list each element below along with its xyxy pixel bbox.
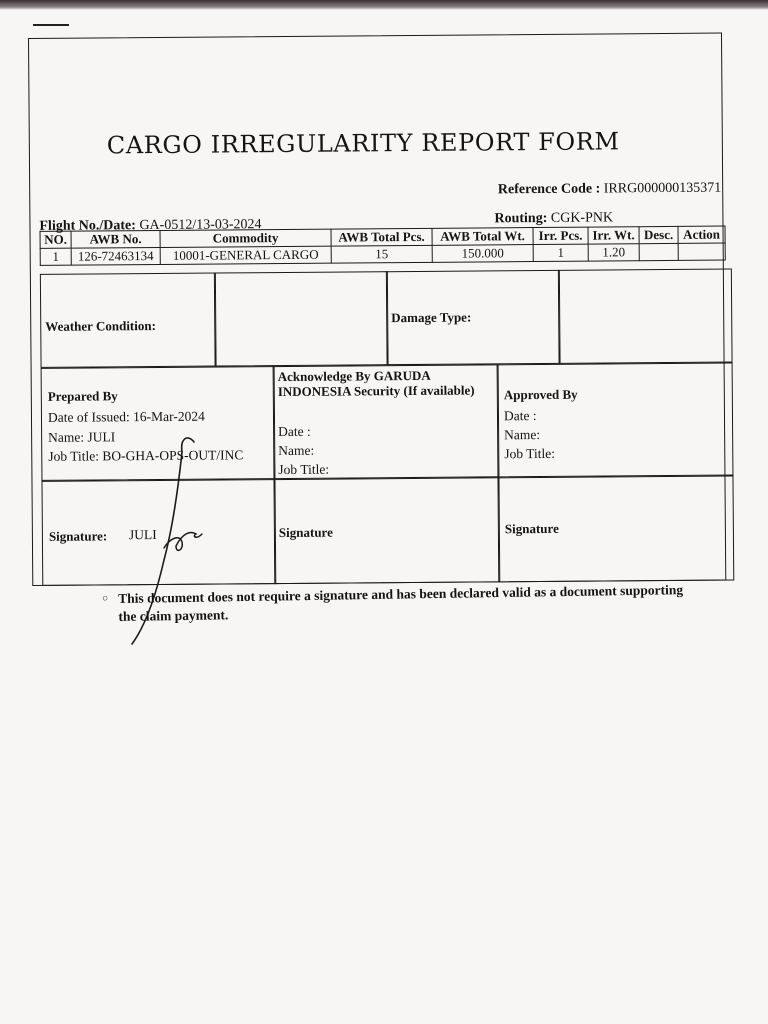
prepared-signature-label: Signature: — [48, 528, 108, 544]
prepared-job: Job Title: BO-GHA-OPS-OUT/INC — [48, 447, 244, 464]
reference-value: IRRG000000135371 — [603, 180, 722, 197]
prepared-name: Name: JULI — [48, 429, 116, 445]
prepared-heading: Prepared By — [47, 388, 118, 404]
damage-value-cell — [558, 268, 733, 363]
weather-value-cell — [214, 271, 389, 366]
scan-top-edge — [0, 0, 768, 10]
acknowledge-date: Date : — [278, 423, 311, 440]
col-commodity: Commodity — [160, 229, 331, 247]
approved-heading: Approved By — [503, 386, 578, 403]
note-text: This document does not require a signature and has been declared valid as a document supporting the claim payment. — [118, 582, 684, 624]
acknowledge-heading: Acknowledge By GARUDA INDONESIA Security (If available) — [277, 367, 475, 400]
cell-action — [678, 243, 725, 260]
col-awb-no: AWB No. — [71, 230, 160, 248]
approved-signature-cell — [497, 474, 734, 582]
flight-value: GA-0512/13-03-2024 — [139, 217, 262, 234]
weather-label-cell — [40, 273, 217, 368]
col-awb-total-wt: AWB Total Wt. — [432, 228, 533, 246]
cell-irr-wt: 1.20 — [588, 244, 639, 261]
acknowledge-signature-label: Signature — [278, 524, 333, 541]
routing-info — [494, 210, 613, 227]
prepared-date: Date of Issued: 16-Mar-2024 — [47, 408, 205, 425]
cell-awb-no: 126-72463134 — [71, 247, 160, 265]
approved-job: Job Title: — [504, 445, 555, 462]
approved-signature-label: Signature — [504, 520, 559, 537]
prepared-signature-value: JULI — [128, 527, 157, 543]
approved-by-cell — [497, 362, 734, 478]
cell-awb-total-pcs: 15 — [331, 245, 432, 263]
bullet-icon: ○ — [102, 593, 109, 605]
col-irr-wt: Irr. Wt. — [588, 227, 639, 244]
form-title: CARGO IRREGULARITY REPORT FORM — [106, 127, 620, 160]
validity-note — [102, 581, 698, 626]
approved-date: Date : — [503, 408, 537, 424]
damage-label-cell — [386, 270, 561, 365]
reference-label: Reference Code : — [497, 181, 601, 198]
awb-table — [40, 226, 726, 266]
routing-label: Routing: — [494, 210, 548, 227]
col-desc: Desc. — [639, 226, 678, 243]
approved-name: Name: — [504, 426, 541, 443]
cell-irr-pcs: 1 — [533, 244, 588, 261]
flight-label: Flight No./Date: — [39, 218, 136, 234]
damage-label: Damage Type: — [391, 309, 472, 326]
col-action: Action — [678, 226, 725, 243]
corner-mark — [33, 24, 69, 26]
col-awb-total-pcs: AWB Total Pcs. — [331, 228, 432, 246]
cell-commodity: 10001-GENERAL CARGO — [160, 246, 331, 264]
cell-desc — [639, 243, 678, 260]
routing-value: CGK-PNK — [550, 210, 614, 226]
cell-no: 1 — [40, 248, 71, 265]
col-irr-pcs: Irr. Pcs. — [533, 227, 588, 244]
acknowledge-job: Job Title: — [278, 461, 330, 478]
col-no: NO. — [40, 231, 71, 248]
reference-code — [498, 181, 721, 199]
cell-awb-total-wt: 150.000 — [432, 245, 533, 263]
acknowledge-signature-cell — [273, 476, 500, 584]
weather-label: Weather Condition: — [45, 318, 156, 334]
acknowledge-name: Name: — [278, 442, 315, 459]
acknowledge-cell — [273, 364, 500, 480]
